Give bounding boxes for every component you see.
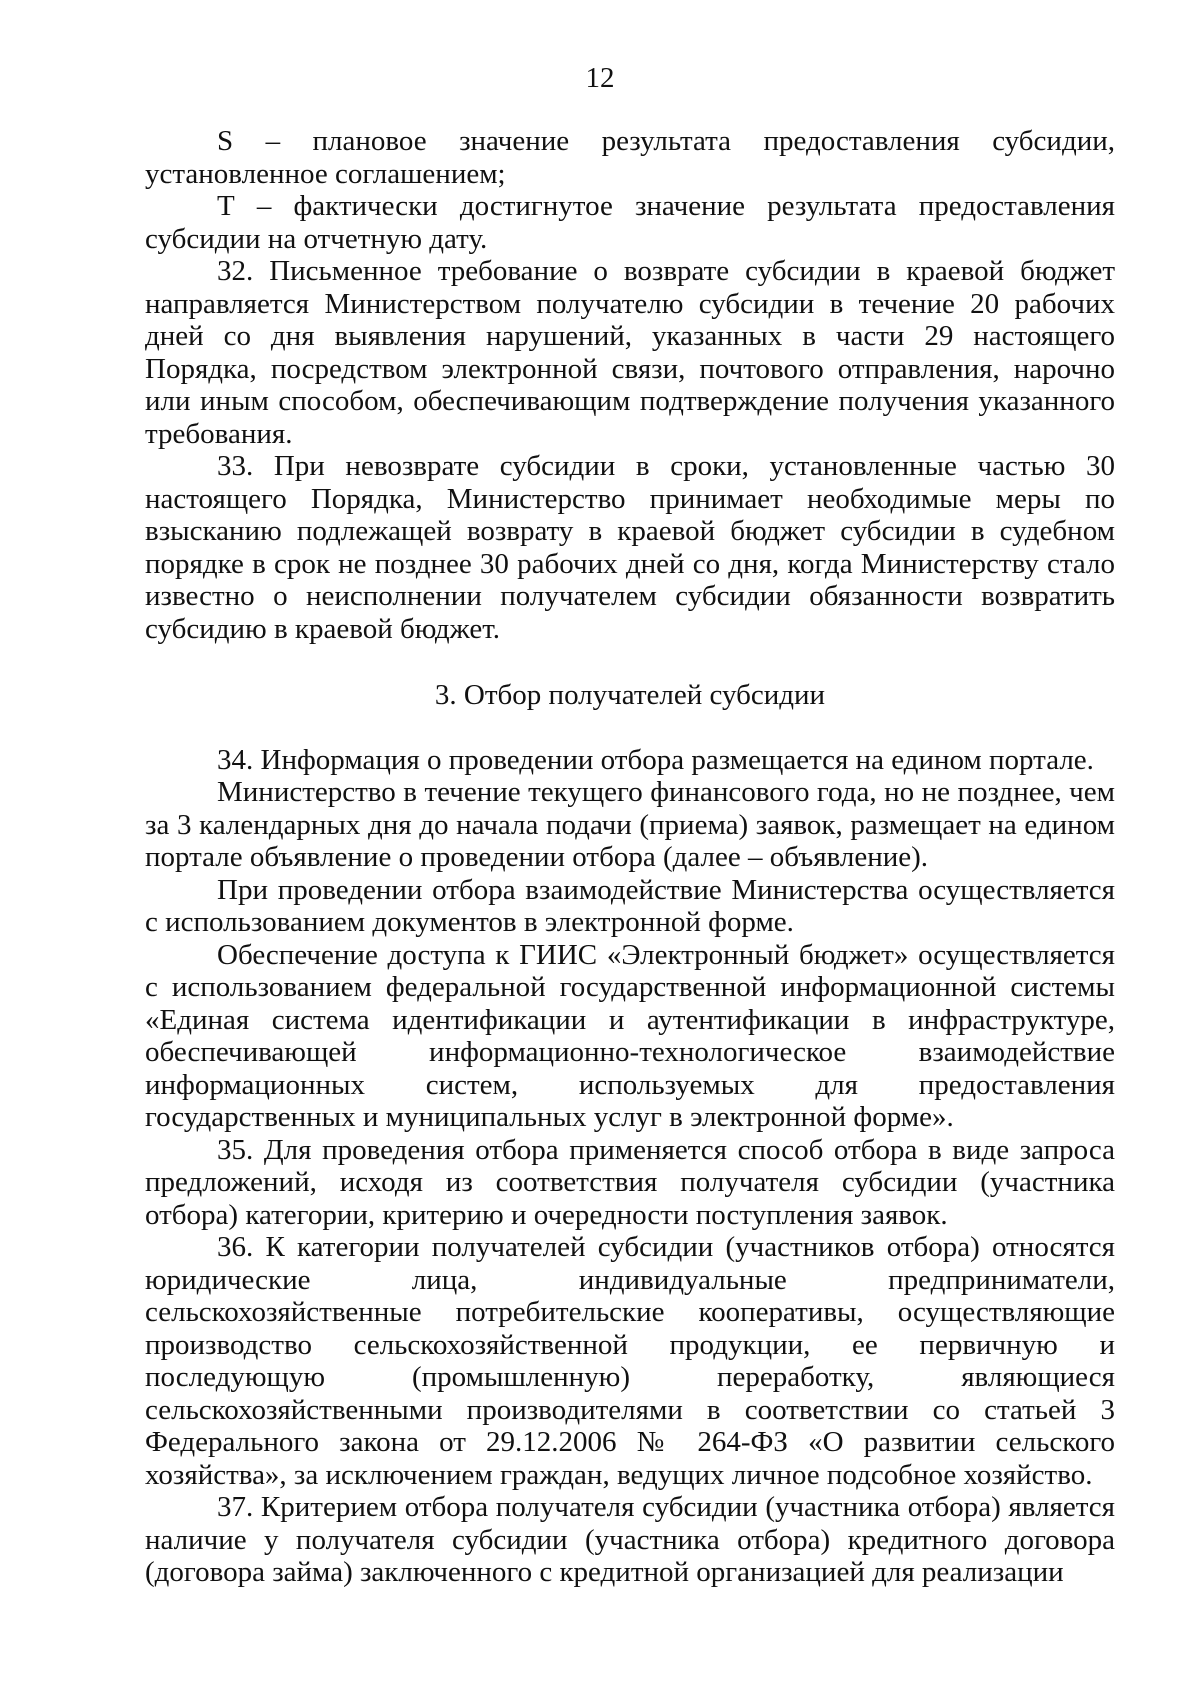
- page-number: 12: [585, 62, 615, 94]
- paragraph-34-electronic-docs: При проведении отбора взаимодействие Министерства осуществляется с использованием документов в электронной форме.: [145, 873, 1115, 938]
- paragraph-s-definition: S – плановое значение результата предоставления субсидии, установленное соглашением;: [145, 125, 1115, 190]
- section-title: 3. Отбор получателей субсидии: [434, 679, 826, 711]
- document-body: [145, 125, 1115, 1589]
- paragraph-36: 36. К категории получателей субсидии (участников отбора) относятся юридические лица, индивидуальные предприниматели, сельскохозяйственные потребительские кооперативы, осуществляющие производство сельскохозяйственной продукции, ее первичную и последующую (промышленную) переработку, являющиеся сельскохозяйственными производителями в соответствии со статьей 3 Федерального закона от 29.12.2006 № 264-ФЗ «О развитии сельского хозяйства», за исключением граждан, ведущих личное подсобное хозяйство.: [145, 1231, 1115, 1491]
- paragraph-37: 37. Критерием отбора получателя субсидии (участника отбора) является наличие у получателя субсидии (участника отбора) кредитного договора (договора займа) заключенного с кредитной организацией для реализации: [145, 1491, 1115, 1588]
- paragraph-33: 33. При невозврате субсидии в сроки, установленные частью 30 настоящего Порядка, Министерство принимает необходимые меры по взысканию подлежащей возврату в краевой бюджет субсидии в судебном порядке в срок не позднее 30 рабочих дней со дня, когда Министерству стало известно о неисполнении получателем субсидии обязанности возвратить субсидию в краевой бюджет.: [145, 450, 1115, 645]
- paragraph-34: 34. Информация о проведении отбора размещается на едином портале.: [217, 743, 1094, 776]
- paragraph-32: 32. Письменное требование о возврате субсидии в краевой бюджет направляется Министерством получателю субсидии в течение 20 рабочих дней со дня выявления нарушений, указанных в части 29 настоящего Порядка, посредством электронной связи, почтового отправления, нарочно или иным способом, обеспечивающим подтверждение получения указанного требования.: [145, 255, 1115, 450]
- paragraph-t-definition: Т – фактически достигнутое значение результата предоставления субсидии на отчетную дату.: [145, 190, 1115, 255]
- paragraph-34-announcement: Министерство в течение текущего финансового года, но не позднее, чем за 3 календарных дня до начала подачи (приема) заявок, размещает на едином портале объявление о проведении отбора (далее – объявление).: [145, 776, 1115, 873]
- paragraph-35: 35. Для проведения отбора применяется способ отбора в виде запроса предложений, исходя из соответствия получателя субсидии (участника отбора) категории, критерию и очередности поступления заявок.: [145, 1133, 1115, 1231]
- paragraph-34-giis-access: Обеспечение доступа к ГИИС «Электронный бюджет» осуществляется с использованием федеральной государственной информационной системы «Единая система идентификации и аутентификации в инфраструктуре, обеспечивающей информационно-технологическое взаимодействие информационных систем, используемых для предоставления государственных и муниципальных услуг в электронной форме».: [145, 938, 1115, 1133]
